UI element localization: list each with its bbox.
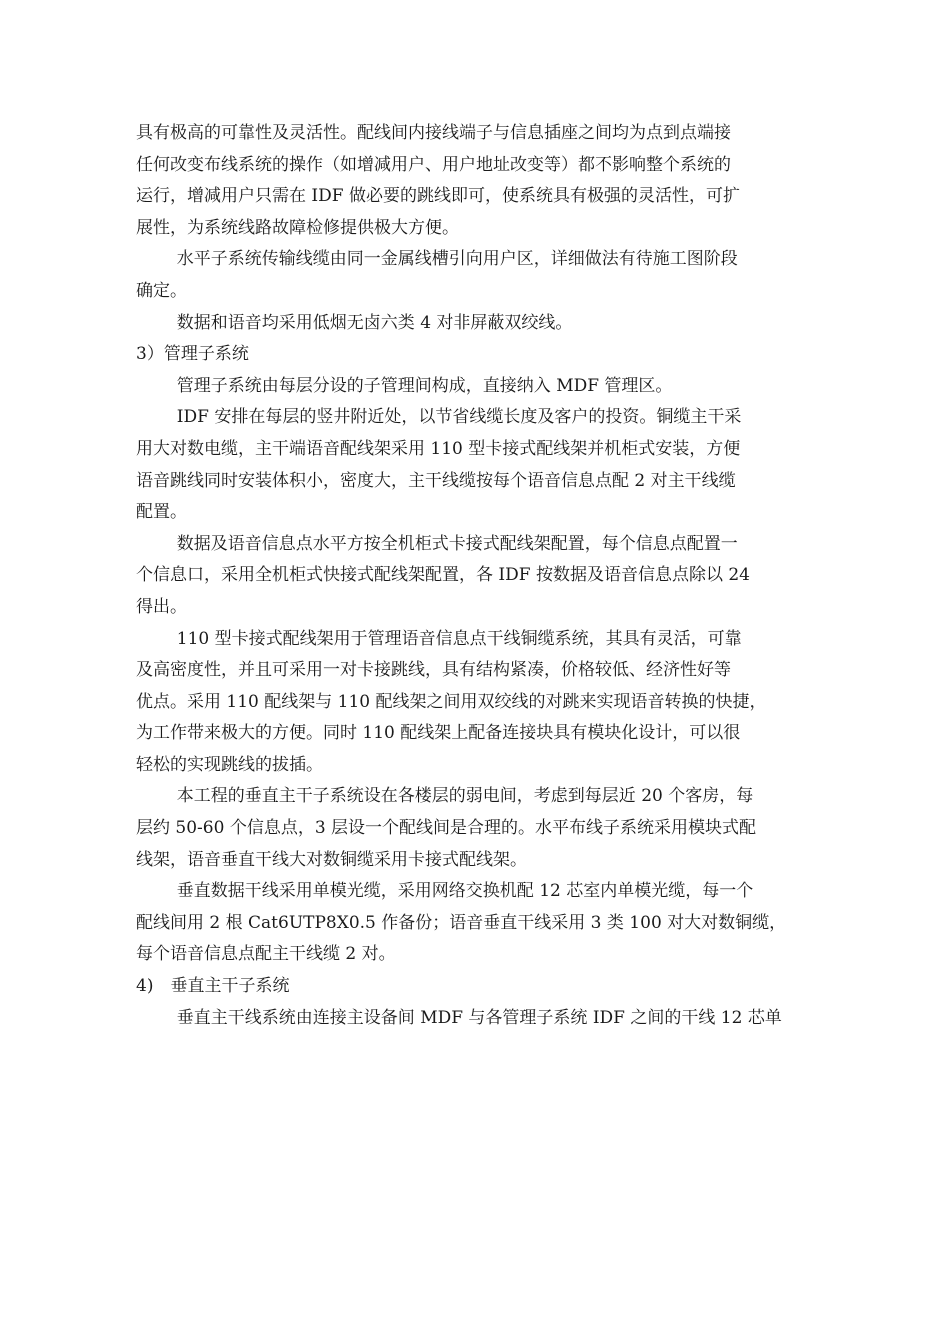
section-heading	[136, 339, 824, 371]
text-line: 管理子系统由每层分设的子管理间构成，直接纳入 MDF 管理区。	[176, 375, 673, 396]
text-line: 每个语音信息点配主干线缆 2 对。	[136, 944, 396, 965]
text-line: 得出。	[136, 596, 187, 617]
text-line: 用大对数电缆，主干端语音配线架采用 110 型卡接式配线架并机柜式安装，方便	[136, 438, 741, 459]
text-line: 配置。	[136, 502, 187, 523]
text-line: 优点。采用 110 配线架与 110 配线架之间用双绞线的对跳来实现语音转换的快捷，	[136, 691, 767, 712]
body-paragraph	[136, 1003, 824, 1035]
text-line: 数据及语音信息点水平方按全机柜式卡接式配线架配置，每个信息点配置一	[176, 533, 738, 554]
body-paragraph	[136, 244, 824, 307]
text-line: 配线间用 2 根 Cat6UTP8X0.5 作备份；语音垂直干线采用 3 类 100 对大对数铜缆，	[136, 912, 787, 933]
body-paragraph	[136, 402, 824, 528]
text-line: 垂直主干线系统由连接主设备间 MDF 与各管理子系统 IDF 之间的干线 12 芯单	[176, 1007, 782, 1028]
text-line: 确定。	[136, 280, 187, 301]
text-line: 本工程的垂直主干子系统设在各楼层的弱电间，考虑到每层近 20 个客房，每	[176, 786, 754, 807]
text-line: 具有极高的可靠性及灵活性。配线间内接线端子与信息插座之间均为点到点端接	[136, 123, 731, 143]
text-line: 语音跳线同时安装体积小，密度大，主干线缆按每个语音信息点配 2 对主干线缆	[136, 470, 736, 491]
body-paragraph	[136, 781, 824, 876]
text-line: 及高密度性，并且可采用一对卡接跳线，具有结构紧凑，价格较低、经济性好等	[136, 660, 731, 681]
section-heading	[136, 971, 824, 1003]
text-line: 水平子系统传输线缆由同一金属线槽引向用户区，详细做法有待施工图阶段	[176, 249, 738, 270]
body-paragraph	[136, 876, 824, 971]
text-line: 轻松的实现跳线的拔插。	[136, 754, 323, 775]
text-line: 垂直数据干线采用单模光缆，采用网络交换机配 12 芯室内单模光缆，每一个	[176, 881, 754, 902]
text-line: 为工作带来极大的方便。同时 110 配线架上配备连接块具有模块化设计，可以很	[136, 723, 741, 744]
text-line: 数据和语音均采用低烟无卤六类 4 对非屏蔽双绞线。	[176, 312, 573, 333]
body-paragraph	[136, 118, 824, 244]
body-paragraph	[136, 624, 824, 782]
text-line: 110 型卡接式配线架用于管理语音信息点干线铜缆系统，其具有灵活，可靠	[176, 628, 742, 649]
document-body	[136, 118, 824, 1034]
text-line: 个信息口，采用全机柜式快接式配线架配置，各 IDF 按数据及语音信息点除以 24	[136, 565, 750, 586]
text-line: 展性，为系统线路故障检修提供极大方便。	[136, 217, 459, 238]
text-line: 运行，增减用户只需在 IDF 做必要的跳线即可，使系统具有极强的灵活性，可扩	[136, 186, 740, 207]
body-paragraph	[136, 308, 824, 340]
text-line: 层约 50-60 个信息点，3 层设一个配线间是合理的。水平布线子系统采用模块式配	[136, 818, 757, 839]
text-line: 线架，语音垂直干线大对数铜缆采用卡接式配线架。	[136, 849, 527, 870]
body-paragraph	[136, 529, 824, 624]
text-line: 3）管理子系统	[136, 344, 249, 365]
text-line: 4) 垂直主干子系统	[136, 976, 290, 997]
text-line: IDF 安排在每层的竖井附近处，以节省线缆长度及客户的投资。铜缆主干采	[176, 407, 742, 428]
text-line: 任何改变布线系统的操作（如增减用户、用户地址改变等）都不影响整个系统的	[136, 154, 731, 175]
body-paragraph	[136, 371, 824, 403]
